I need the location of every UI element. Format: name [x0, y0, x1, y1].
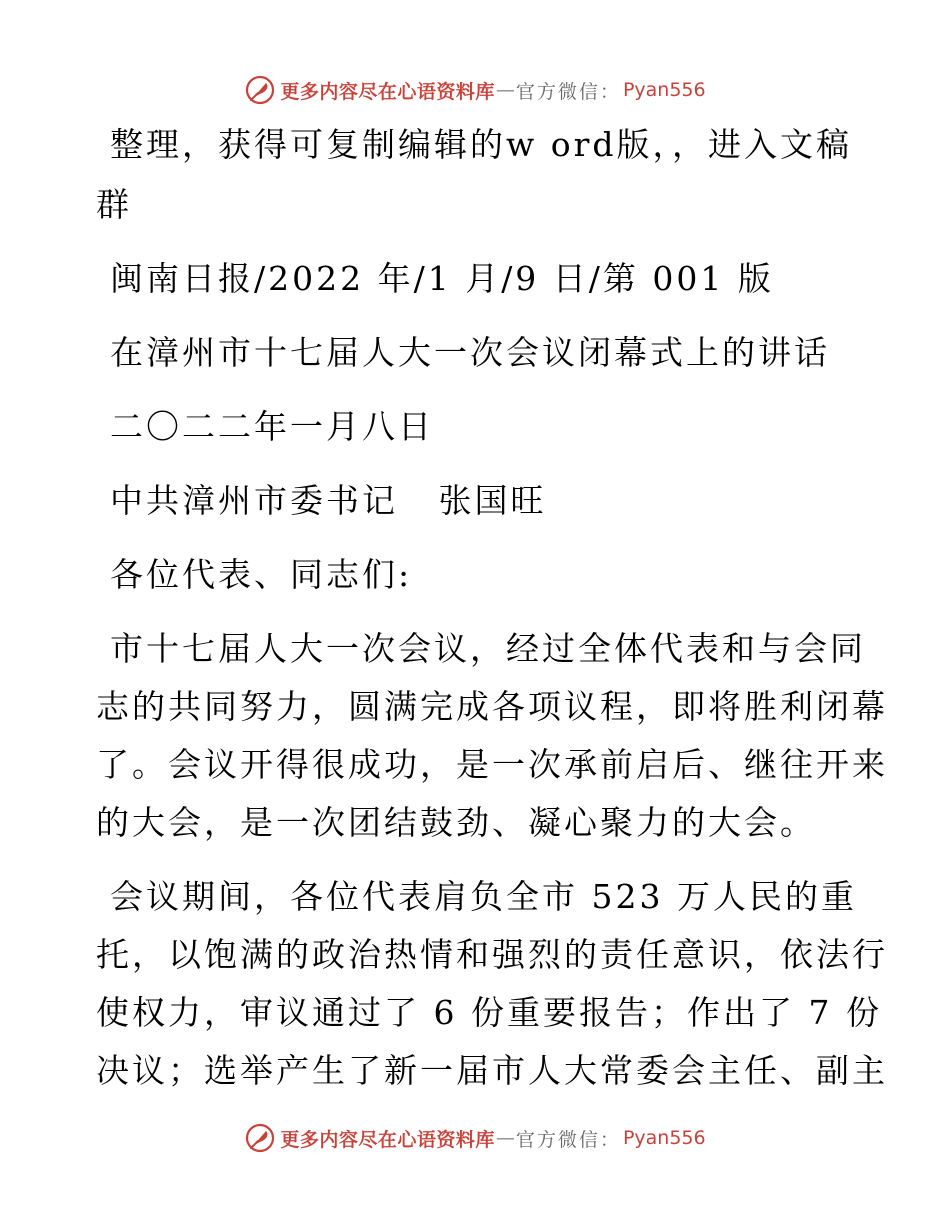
- speech-title: 在漳州市十七届人大一次会议闭幕式上的讲话: [110, 333, 830, 372]
- salutation: 各位代表、同志们:: [110, 555, 413, 594]
- feather-quill-logo-icon: [244, 1122, 276, 1154]
- watermark-official-label: 官方微信：: [515, 1128, 621, 1151]
- paragraph-2-line-4: 决议；选举产生了新一届市人大常委会主任、副主: [96, 1051, 888, 1090]
- paragraph-2-line-1: 会议期间，各位代表肩负全市 523 万人民的重: [110, 877, 857, 916]
- watermark-banner-bottom: [0, 1118, 950, 1158]
- watermark-brand: 更多内容尽在心语资料库: [280, 80, 495, 103]
- watermark-account: Pyan556: [622, 79, 706, 101]
- paragraph-1-line-4: 的大会，是一次团结鼓劲、凝心聚力的大会。: [96, 803, 816, 842]
- watermark-brand: 更多内容尽在心语资料库: [280, 1128, 495, 1151]
- paragraph-1-line-2: 志的共同努力，圆满完成各项议程，即将胜利闭幕: [96, 687, 888, 726]
- speech-date: 二〇二二年一月八日: [110, 407, 434, 446]
- source-line: 闽南日报/2022 年/1 月/9 日/第 001 版: [110, 259, 774, 298]
- watermark-separator: —: [495, 1127, 515, 1149]
- watermark-banner-top: [0, 70, 950, 110]
- intro-line-1: 整理，获得可复制编辑的w ord版，，进入文稿: [110, 125, 853, 164]
- watermark-separator: —: [495, 79, 515, 101]
- paragraph-1-line-3: 了。会议开得很成功，是一次承前启后、继往开来: [96, 745, 888, 784]
- watermark-official-label: 官方微信：: [515, 80, 621, 103]
- watermark-account: Pyan556: [622, 1127, 706, 1149]
- feather-quill-logo-icon: [244, 74, 276, 106]
- speech-author: 中共漳州市委书记 张国旺: [110, 481, 547, 520]
- paragraph-1-line-1: 市十七届人大一次会议，经过全体代表和与会同: [110, 629, 866, 668]
- paragraph-2-line-2: 托，以饱满的政治热情和强烈的责任意识，依法行: [96, 935, 888, 974]
- intro-line-2: 群: [96, 185, 132, 224]
- paragraph-2-line-3: 使权力，审议通过了 6 份重要报告；作出了 7 份: [96, 993, 882, 1032]
